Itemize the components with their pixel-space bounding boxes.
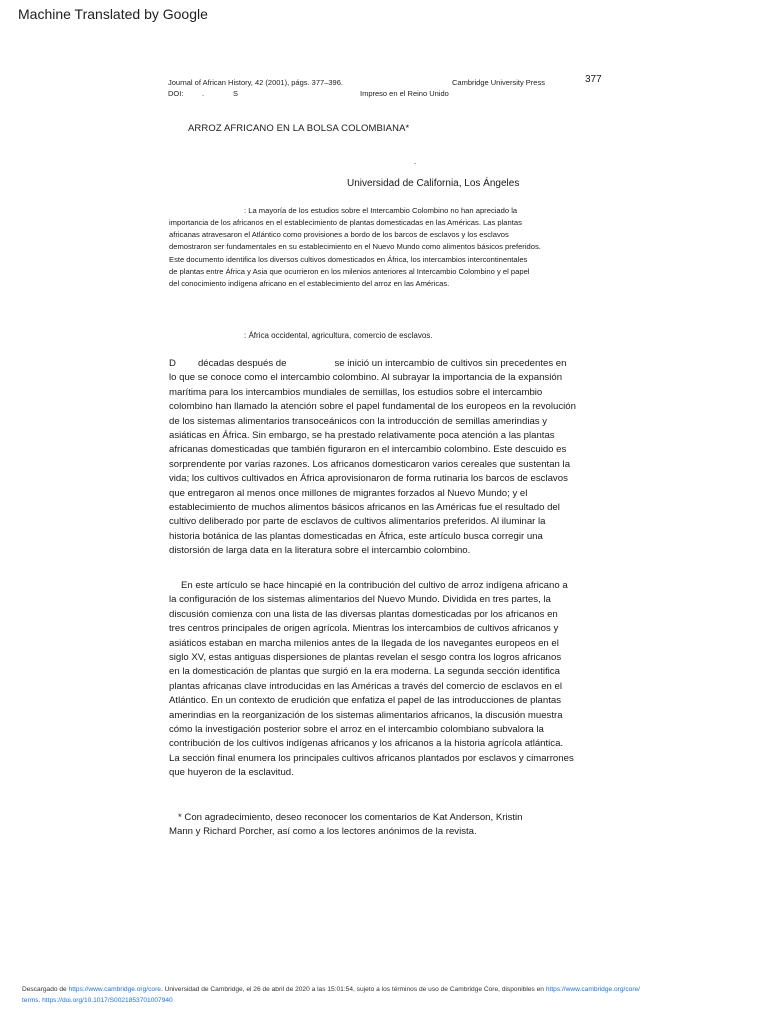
paragraph-line: historia botánica de las plantas domesticadas en África, este artículo busca corregir una xyxy=(169,530,543,542)
paragraph-line: discusión comienza con una lista de las diversas plantas domesticadas por los africanos en xyxy=(169,608,558,620)
terms-link[interactable]: terms xyxy=(22,996,39,1004)
footnote xyxy=(169,811,629,838)
abstract-line: : La mayoría de los estudios sobre el Intercambio Colombino no han apreciado la xyxy=(244,206,518,215)
paragraph-line: amerindias en la reorganización de los sistemas alimentarios africanos, la discusión muestra xyxy=(169,709,563,721)
paragraph-line: de los sistemas alimentarios transoceánicos con la introducción de semillas amerindias y xyxy=(169,415,548,427)
affiliation: Universidad de California, Los Ángeles xyxy=(347,178,520,189)
paragraph-line: contribución de los cultivos indígenas africanos y los africanos a la historia agrícola atlántica. xyxy=(169,738,564,750)
download-footer xyxy=(22,985,752,1006)
doi-fragment: S xyxy=(233,89,239,98)
paragraph-line: la configuración de los sistemas alimentarios del Nuevo Mundo. Dividida en tres partes, la xyxy=(169,594,551,606)
paragraph-line: La sección final enumera los principales cultivos africanos plantados por esclavos y cimarrones xyxy=(169,752,574,764)
author-name: . xyxy=(414,157,417,166)
footer-text: . Universidad de Cambridge, el 26 de abril de 2020 a las 15:01:54, sujeto a los términos de uso de Cambridge Core, disponibles en xyxy=(160,986,544,993)
paragraph-line: vida; los cultivos cultivados en África aprovisionaron de forma rutinaria los barcos de esclavos xyxy=(169,473,568,485)
paragraph-line: que huyeron de la esclavitud. xyxy=(169,767,294,779)
footnote-line: Mann y Richard Porcher, así como a los lectores anónimos de la revista. xyxy=(169,825,477,837)
paragraph-text: décadas después de xyxy=(197,358,287,369)
paragraph-line: distorsión de larga data en la literatura sobre el intercambio colombino. xyxy=(169,545,471,557)
paragraph-line: que entregaron al menos once millones de migrantes forzados al Nuevo Mundo; y el xyxy=(169,487,528,499)
abstract-line: Este documento identifica los diversos cultivos domesticados en África, los intercambios intercontinentales xyxy=(169,254,528,264)
footer-text: . xyxy=(38,996,41,1004)
abstract xyxy=(169,205,619,290)
article-title: ARROZ AFRICANO EN LA BOLSA COLOMBIANA* xyxy=(188,123,410,134)
paragraph-line: sorprendente por varias razones. Los africanos domesticaron varios cereales que sustentan la xyxy=(169,458,571,470)
abstract-line: del conocimiento indígena africano en el establecimiento del arroz en las Américas. xyxy=(169,278,450,288)
paragraph-line: lo que se conoce como el intercambio colombino. Al subrayar la importancia de la expansión xyxy=(169,372,563,384)
paragraph-line: establecimiento de muchos alimentos básicos africanos en las Américas fue el resultado del xyxy=(169,502,560,514)
paragraph-line: siglo XV, estas antiguas dispersiones de plantas revelan el sesgo contra los logros africanos xyxy=(169,652,562,664)
doi-label: DOI: xyxy=(168,89,184,98)
footnote-line: * Con agradecimiento, deseo reconocer los comentarios de Kat Anderson, Kristin xyxy=(178,812,523,823)
paragraph-line xyxy=(169,357,629,371)
doi-link[interactable]: https://doi.org/10.1017/S0021853701007940 xyxy=(42,996,173,1004)
paragraph-line: en la domesticación de plantas que surgió en la era moderna. La segunda sección identifica xyxy=(169,666,560,678)
abstract-line: de plantas entre África y Asia que ocurrieron en los milenios anteriores al Intercambio Colombino y el papel xyxy=(169,266,530,276)
printed-in: Impreso en el Reino Unido xyxy=(360,89,449,98)
abstract-line: demostraron ser fundamentales en su establecimiento en el Nuevo Mundo como alimentos básicos preferidos. xyxy=(169,242,541,252)
footer-text: Descargado de xyxy=(22,986,67,993)
abstract-line: importancia de los africanos en el establecimiento de plantas domesticadas en las Américas. Las plantas xyxy=(169,218,522,228)
doi-fragment: . xyxy=(202,89,205,98)
paragraph-line: africanas domesticadas que también figuraron en el intercambio colombino. Este descuido es xyxy=(169,444,567,456)
cambridge-core-link[interactable]: https://www.cambridge.org/core xyxy=(68,986,161,993)
abstract-line: africanas atravesaron el Atlántico como provisiones a bordo de los barcos de esclavos y los esclavos xyxy=(169,230,509,240)
drop-letter: D xyxy=(169,358,176,369)
terms-link[interactable]: https://www.cambridge.org/core/ xyxy=(545,986,641,993)
paragraph-2 xyxy=(169,579,629,781)
paragraph-line: plantas africanas clave introducidas en las Américas a través del comercio de esclavos en el xyxy=(169,680,563,692)
machine-translated-banner: Machine Translated by Google xyxy=(18,6,208,22)
journal-citation: Journal of African History, 42 (2001), págs. 377–396. xyxy=(168,78,343,87)
paragraph-text: se inició un intercambio de cultivos sin precedentes en xyxy=(334,358,567,369)
paragraph-line: marítima para los intercambios mundiales de semillas, los estudios sobre el intercambio xyxy=(169,386,543,398)
paragraph-1 xyxy=(169,357,629,559)
paragraph-line: tres centros principales de origen agrícola. Mientras los intercambios de cultivos africanos y xyxy=(169,623,559,635)
paragraph-line: cultivo deliberado por parte de esclavos de cultivos alimentarios preferidos. Al iluminar la xyxy=(169,516,546,528)
paragraph-line: En este artículo se hace hincapié en la contribución del cultivo de arroz indígena africano a xyxy=(181,580,568,591)
paragraph-line: asiáticas en África. Sin embargo, se ha prestado relativamente poca atención a las plantas xyxy=(169,430,555,442)
page-number: 377 xyxy=(585,74,602,85)
keywords: : África occidental, agricultura, comercio de esclavos. xyxy=(244,331,433,340)
paragraph-line: cómo la investigación posterior sobre el arroz en el intercambio colombiano subvalora la xyxy=(169,724,544,736)
publisher: Cambridge University Press xyxy=(452,78,545,87)
paragraph-line: colombino han llamado la atención sobre el papel fundamental de los europeos en la revolución xyxy=(169,401,576,413)
paragraph-line: Atlántico. En un contexto de erudición que enfatiza el papel de las introducciones de plantas xyxy=(169,695,562,707)
paragraph-line: asiáticos estaban en marcha milenios antes de la llegada de los navegantes europeos en el xyxy=(169,637,559,649)
